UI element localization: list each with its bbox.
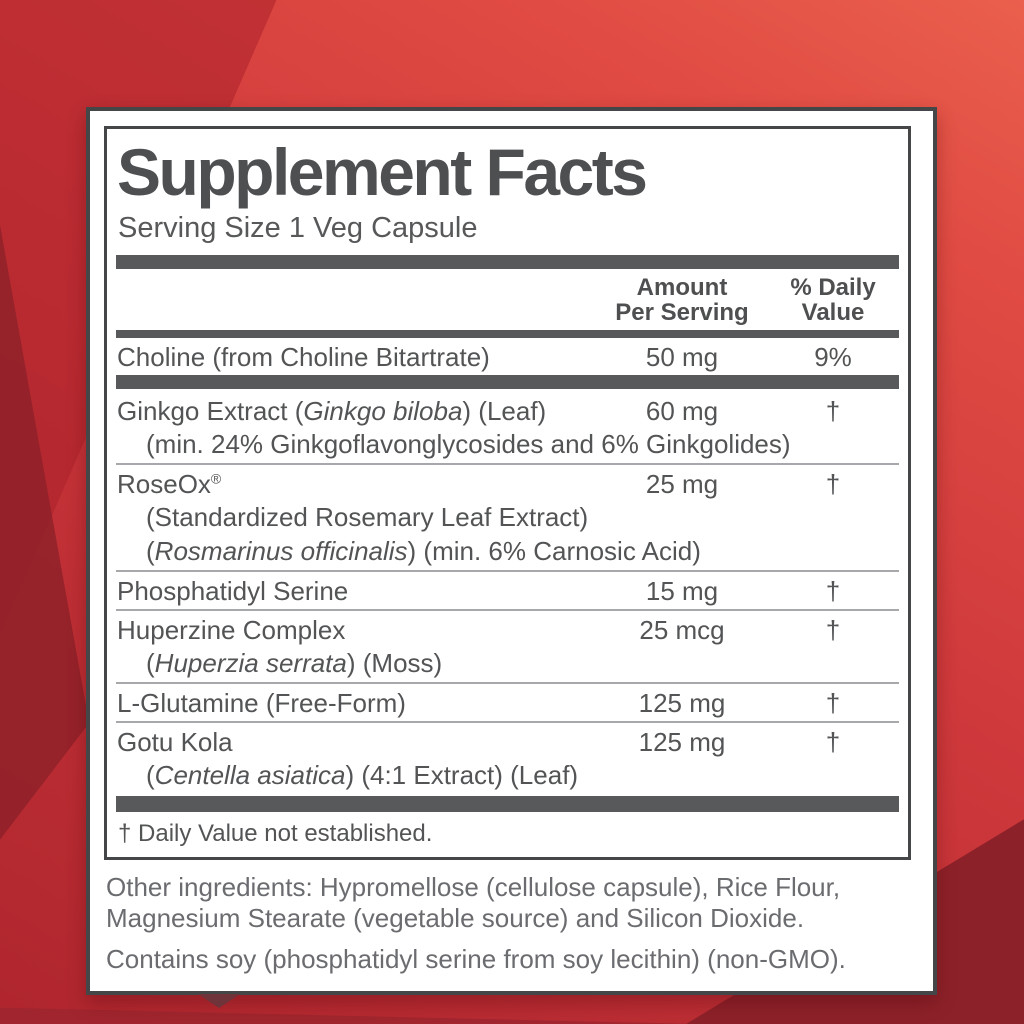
table-row-roseox-detail-1: (Standardized Rosemary Leaf Extract) [146, 501, 589, 532]
amount-value: 25 mcg [639, 614, 725, 645]
header-percent-daily-value: % Daily Value [790, 273, 876, 326]
supplement-facts-box [104, 126, 911, 860]
table-row-ginkgo-detail: (min. 24% Ginkgoflavonglycosides and 6% Ginkgolides) [146, 428, 791, 459]
daily-value: † [825, 395, 841, 426]
registered-mark: ® [210, 470, 222, 487]
table-header-row [116, 269, 899, 330]
table-row-ginkgo: Ginkgo Extract (Ginkgo biloba) (Leaf) 60 mg † [116, 389, 899, 429]
table-row-huperzine: Huperzine Complex 25 mcg † [116, 611, 899, 648]
divider-bar-header [116, 330, 899, 338]
table-row-choline: Choline (from Choline Bitartrate) 50 mg 9% [116, 338, 899, 375]
supplement-label-panel [86, 107, 937, 995]
amount-value: 50 mg [645, 341, 719, 372]
label-footer [106, 872, 907, 975]
panel-shadow-notch [198, 994, 240, 1008]
divider-bar-top [116, 255, 899, 269]
amount-value: 60 mg [645, 395, 719, 426]
daily-value: † [825, 614, 841, 645]
serving-size-text: Serving Size 1 Veg Capsule [118, 211, 478, 244]
header-spacer [116, 275, 597, 325]
table-row-l-glutamine: L-Glutamine (Free-Form) 125 mg † [116, 684, 899, 721]
amount-value: 125 mg [638, 726, 726, 757]
table-row-huperzine-detail: (Huperzia serrata) (Moss) [146, 647, 443, 678]
supplement-facts-title: Supplement Facts [117, 135, 646, 209]
header-amount-per-serving: Amount Per Serving [615, 273, 749, 326]
amount-value: 25 mg [645, 468, 719, 499]
table-row-gotu-kola-detail: (Centella asiatica) (4:1 Extract) (Leaf) [146, 759, 579, 790]
table-row-phosphatidyl-serine: Phosphatidyl Serine 15 mg † [116, 572, 899, 609]
amount-value: 125 mg [638, 687, 726, 718]
daily-value: † [825, 726, 841, 757]
daily-value-footnote: † Daily Value not established. [118, 819, 433, 847]
contains-soy-text: Contains soy (phosphatidyl serine from soy lecithin) (non-GMO). [106, 943, 846, 974]
amount-value: 15 mg [645, 575, 719, 606]
table-row-roseox-detail-2: (Rosmarinus officinalis) (min. 6% Carnosic Acid) [146, 535, 701, 566]
daily-value: † [825, 687, 841, 718]
other-ingredients-text: Other ingredients: Hypromellose (cellulose capsule), Rice Flour, Magnesium Stearate (vegetable source) and Silicon Dioxide. [106, 871, 841, 933]
daily-value: † [825, 575, 841, 606]
divider-bar-choline [116, 375, 899, 389]
divider-bar-bottom [116, 796, 899, 812]
table-row-roseox: RoseOx® 25 mg † [116, 465, 899, 502]
daily-value: † [825, 468, 841, 499]
daily-value: 9% [814, 341, 852, 372]
table-row-gotu-kola: Gotu Kola 125 mg † [116, 723, 899, 760]
